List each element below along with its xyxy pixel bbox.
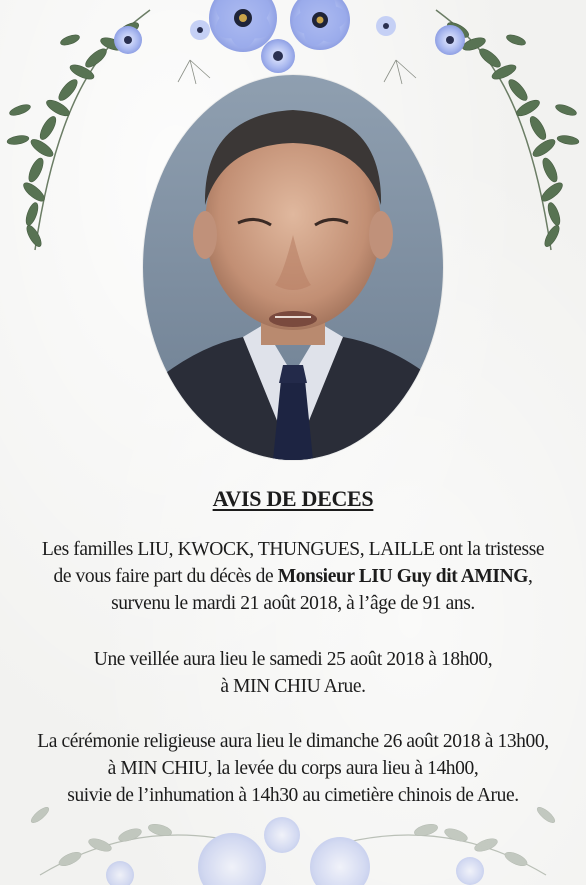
floral-garland-bottom xyxy=(0,775,586,885)
announcement-line-1: Les familles LIU, KWOCK, THUNGUES, LAILLE ont la tristesse xyxy=(41,539,545,560)
flower-icon xyxy=(290,0,350,50)
flower-icon xyxy=(456,857,484,885)
flower-icon xyxy=(376,16,396,36)
flower-icon xyxy=(190,20,210,40)
announcement-line-2 xyxy=(0,563,586,590)
vigil-line-1: Une veillée aura lieu le samedi 25 août 2018 à 18h00, xyxy=(93,649,493,670)
flower-icon xyxy=(310,837,370,885)
flower-icon xyxy=(106,861,134,885)
flower-icon xyxy=(264,817,300,853)
notice-paragraph-announcement xyxy=(0,536,586,617)
flower-icon xyxy=(114,26,142,54)
flower-icon xyxy=(435,25,465,55)
announcement-line-2-prefix: de vous faire part du décès de xyxy=(53,566,278,587)
flower-icon xyxy=(198,833,266,885)
announcement-line-2-suffix: , xyxy=(528,566,533,587)
announcement-line-3: survenu le mardi 21 août 2018, à l’âge de 91 ans. xyxy=(111,593,475,614)
ceremony-line-3: suivie de l’inhumation à 14h30 au cimetière chinois de Arue. xyxy=(67,785,519,806)
ceremony-line-1: La cérémonie religieuse aura lieu le dimanche 26 août 2018 à 13h00, xyxy=(37,731,549,752)
deceased-name: Monsieur LIU Guy dit AMING xyxy=(277,566,529,587)
notice-title: AVIS DE DECES xyxy=(212,486,374,511)
flower-icon xyxy=(261,39,295,73)
ceremony-line-2: à MIN CHIU, la levée du corps aura lieu à 14h00, xyxy=(107,758,479,779)
vigil-line-2: à MIN CHIU Arue. xyxy=(220,676,366,697)
flower-cluster-top xyxy=(114,0,465,73)
portrait-photo xyxy=(143,75,443,460)
notice-paragraph-vigil xyxy=(0,646,586,700)
